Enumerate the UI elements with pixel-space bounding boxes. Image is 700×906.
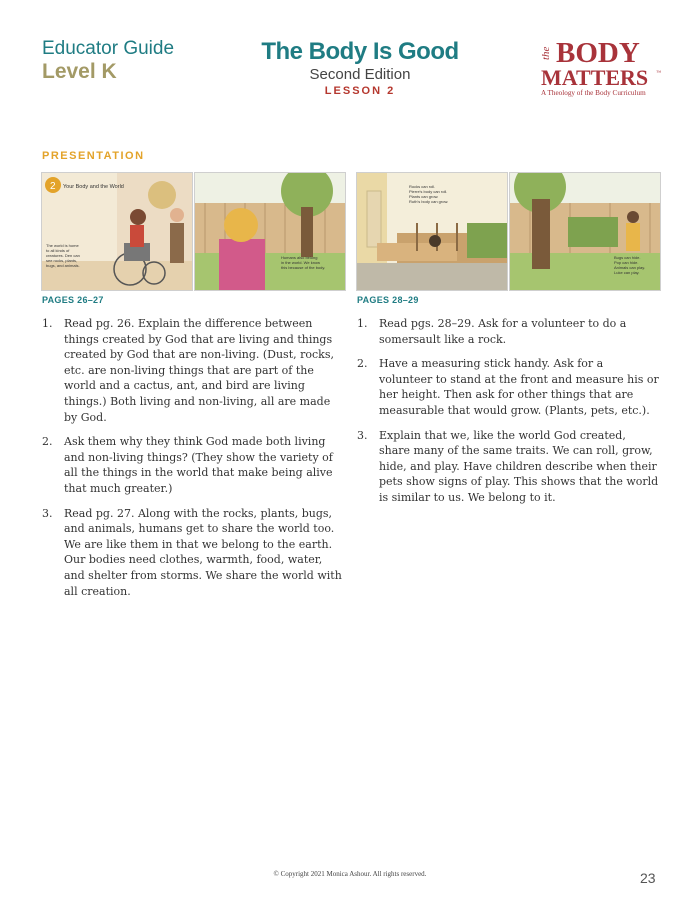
svg-text:creatures. Den can: creatures. Den can [46, 253, 80, 258]
svg-text:to all kinds of: to all kinds of [46, 248, 70, 253]
svg-text:in the world. We know: in the world. We know [281, 260, 321, 265]
body-matters-logo [536, 36, 666, 100]
svg-text:Luke can play.: Luke can play. [614, 270, 640, 275]
svg-text:see rocks, plants,: see rocks, plants, [46, 258, 78, 263]
page-thumbnail-27 [194, 172, 346, 291]
svg-text:the: the [540, 46, 552, 60]
lesson-label: LESSON 2 [324, 85, 396, 97]
svg-text:MATTERS: MATTERS [541, 65, 649, 90]
section-label: PRESENTATION [42, 150, 145, 162]
svg-text:2: 2 [50, 181, 56, 192]
svg-text:A Theology of the Body Curricu: A Theology of the Body Curriculum [541, 89, 646, 97]
svg-text:BODY: BODY [556, 37, 640, 69]
svg-text:Your Body and the World: Your Body and the World [63, 184, 124, 190]
svg-text:Pierre's body can roll.: Pierre's body can roll. [409, 189, 448, 194]
list-item: 3. Read pg. 27. Along with the rocks, plants, bugs, and animals, humans get to share the world too. We are like them in that we belong to the earth. Our bodies need clothes, warmth, food, water, and shelter from storms. We share the world with all creation. [42, 506, 342, 598]
page-thumbnail-29 [509, 172, 661, 291]
guide-level: Level K [42, 60, 117, 83]
list-item: 2. Ask them why they think God made both living and non-living things? (They show the variety of all the things in the world that make being alive that much greater.) [42, 435, 333, 495]
guide-title: Educator Guide [42, 38, 175, 59]
svg-text:The world is home: The world is home [46, 243, 79, 248]
svg-text:Animals can play.: Animals can play. [614, 265, 646, 270]
page-number: 23 [640, 870, 656, 886]
svg-text:Humans also belong: Humans also belong [281, 255, 318, 260]
svg-text:this because of the body.: this because of the body. [281, 265, 326, 270]
book-title: The Body Is Good [261, 38, 459, 65]
svg-text:bugs, and animals.: bugs, and animals. [46, 263, 80, 268]
list-item: 2. Have a measuring stick handy. Ask for a volunteer to stand at the front and measure his or her height. Then ask for other things that are measurable that would grow. (Plants, pets, etc.). [357, 357, 659, 417]
right-instructions-list [357, 316, 659, 515]
list-item: 3. Explain that we, like the world God created, share many of the same traits. We can roll, grow, hide, and play. Have children describe when their pets show signs of play. This shows that the world is similar to us. We belong to it. [357, 428, 659, 504]
list-item: 1. Read pgs. 28–29. Ask for a volunteer to do a somersault like a rock. [357, 317, 627, 346]
copyright-notice: © Copyright 2021 Monica Ashour. All rights reserved. [273, 870, 427, 878]
svg-text:Rocks can roll.: Rocks can roll. [409, 184, 436, 189]
pages-label-28-29: PAGES 28–29 [357, 295, 419, 305]
page-thumbnail-28 [356, 172, 508, 291]
book-edition: Second Edition [309, 66, 411, 83]
svg-text:Bugs can hide.: Bugs can hide. [614, 255, 641, 260]
pages-label-26-27: PAGES 26–27 [42, 295, 104, 305]
svg-text:Pop can hide.: Pop can hide. [614, 260, 639, 265]
list-item: 1. Read pg. 26. Explain the difference between things created by God that are living and things created by God that are non-living. (Dust, rocks, etc. are non-living things that are part of the world and a cactus, ant, and bird are living things.) Both living and non-living, all are made by God. [42, 317, 334, 424]
left-instructions-list [42, 316, 342, 608]
svg-text:Ruth's body can grow.: Ruth's body can grow. [409, 199, 449, 204]
svg-text:Plants can grow.: Plants can grow. [409, 194, 439, 199]
page-thumbnail-26 [41, 172, 193, 291]
svg-text:™: ™ [656, 71, 661, 76]
